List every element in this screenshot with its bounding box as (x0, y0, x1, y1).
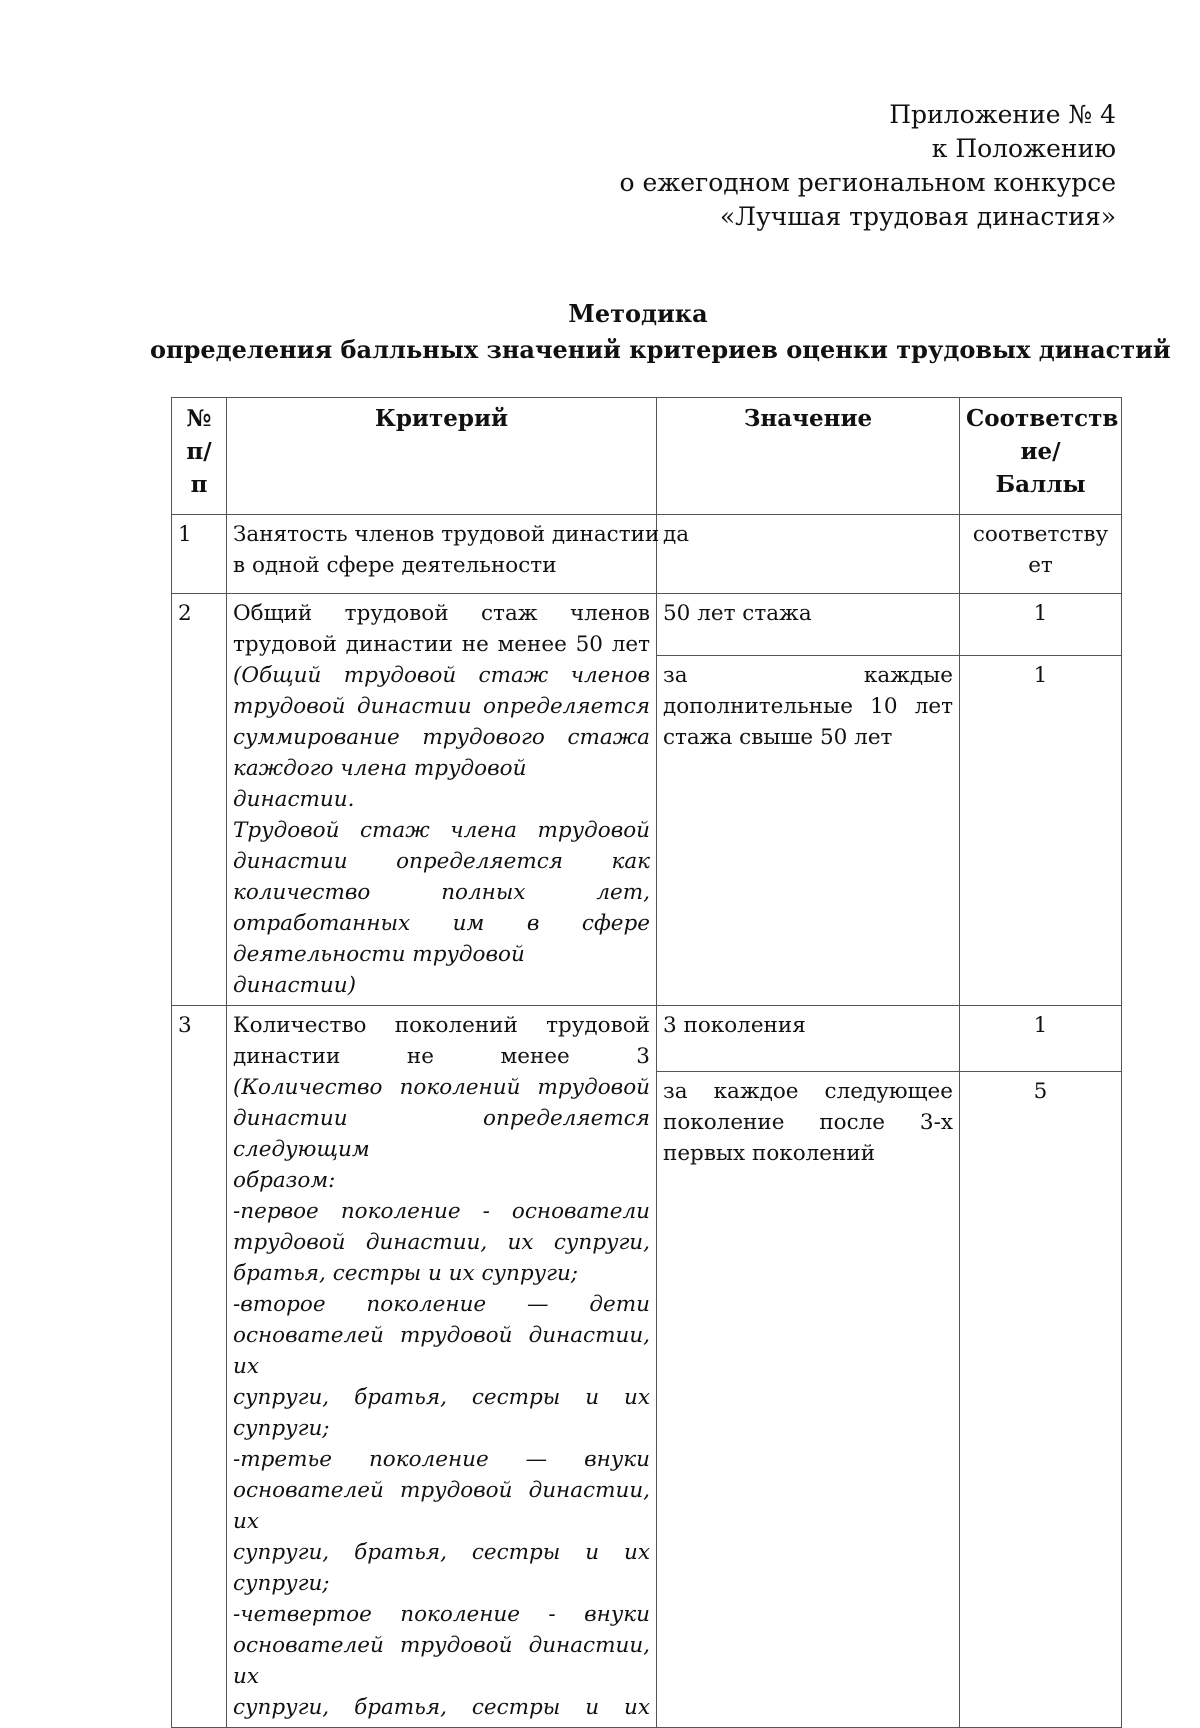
criterion-note-line: супруги, братья, сестры и их (233, 1695, 650, 1720)
score-cell (960, 515, 1122, 594)
row-number: 1 (172, 515, 227, 594)
criterion-line: в одной сфере деятельности (233, 553, 557, 578)
criterion-note-line: Трудовой стаж члена трудовой (233, 818, 650, 843)
table-row (172, 1006, 1122, 1072)
criterion-note-line: суммирование трудового стажа (233, 725, 650, 750)
criterion-note-line: отработанных им в сфере (233, 911, 650, 936)
criterion-note-line: -второе поколение — дети (233, 1292, 650, 1317)
criterion-note-line: основателей трудовой династии, их (233, 1478, 650, 1534)
value-cell: за каждое следующее поколение после 3-х первых поколений (657, 1071, 960, 1727)
table-header-row (172, 398, 1122, 515)
criterion-main: Общий трудовой стаж членов трудовой династии не менее 50 лет (233, 601, 650, 657)
criterion-note-line: супруги; (233, 1571, 330, 1596)
criterion-note-line: каждого члена трудовой династии. (233, 756, 527, 812)
header-num-symbol: № (186, 405, 212, 432)
criterion-note-line: династии определяется как (233, 849, 650, 874)
criterion-note-line: (Количество поколений трудовой (233, 1075, 650, 1100)
criterion-note-line: трудовой династии, их супруги, (233, 1230, 650, 1255)
score-cell: 5 (960, 1071, 1122, 1727)
header-score (960, 398, 1122, 515)
criterion-note-line: основателей трудовой династии, их (233, 1633, 650, 1689)
criterion-note-line: количество полных лет, (233, 880, 650, 905)
appendix-ref: к Положению (931, 134, 1116, 163)
score-cell: 1 (960, 594, 1122, 656)
criterion-note-line: основателей трудовой династии, их (233, 1323, 650, 1379)
score-line: соответству (972, 522, 1109, 547)
header-score-l1: Соответств (966, 405, 1119, 432)
criterion-cell (227, 515, 660, 594)
criterion-note-line: династии определяется следующим (233, 1106, 650, 1162)
score-cell: 1 (960, 655, 1122, 1005)
criterion-note-line: трудовой династии определяется (233, 694, 650, 719)
criterion-note-line: братья, сестры и их супруги; (233, 1261, 579, 1286)
criterion-line: Занятость членов трудовой династии (233, 522, 660, 547)
criterion-note-line: -четвертое поколение - внуки (233, 1602, 650, 1627)
appendix-contest: о ежегодном региональном конкурсе (619, 168, 1116, 197)
header-score-l2: ие/ (1020, 438, 1061, 465)
header-num (172, 398, 227, 515)
appendix-header (600, 98, 1116, 234)
criterion-note-line: супруги; (233, 1416, 330, 1441)
value-cell: за каждые дополнительные 10 лет стажа свыше 50 лет (657, 655, 960, 1005)
header-criterion: Критерий (227, 398, 657, 515)
header-value: Значение (657, 398, 960, 515)
criterion-note-line: супруги, братья, сестры и их (233, 1385, 650, 1410)
criteria-table (171, 397, 1122, 1728)
appendix-number: Приложение № 4 (889, 100, 1116, 129)
criterion-main: Количество поколений трудовой династии не менее 3 (233, 1013, 650, 1069)
criterion-note (233, 660, 650, 1001)
criterion-cell (227, 594, 657, 1006)
table-row (172, 594, 1122, 656)
value-cell: 3 поколения (657, 1006, 960, 1072)
criterion-note-line: образом: (233, 1168, 336, 1193)
header-score-l3: Баллы (995, 471, 1086, 498)
appendix-contest-name: «Лучшая трудовая династия» (719, 202, 1116, 231)
table-row (172, 515, 1122, 594)
value-cell: да (657, 515, 960, 594)
row-number: 3 (172, 1006, 227, 1728)
criterion-note-line: -первое поколение - основатели (233, 1199, 650, 1224)
value-cell: 50 лет стажа (657, 594, 960, 656)
score-line: ет (1028, 553, 1053, 578)
criterion-cell (227, 1006, 657, 1728)
criterion-note (233, 1072, 650, 1723)
title-line-1: Методика (568, 299, 708, 328)
header-num-abbr: п/п (186, 438, 212, 498)
row-number: 2 (172, 594, 227, 1006)
criterion-note-line: супруги, братья, сестры и их (233, 1540, 650, 1565)
criterion-note-line: -третье поколение — внуки (233, 1447, 650, 1472)
title-line-2: определения балльных значений критериев оценки трудовых династий (150, 335, 1171, 364)
criterion-note-line: (Общий трудовой стаж членов (233, 663, 650, 688)
document-title (150, 296, 1171, 368)
criterion-note-line: деятельности трудовой династии) (233, 942, 525, 998)
score-cell: 1 (960, 1006, 1122, 1072)
